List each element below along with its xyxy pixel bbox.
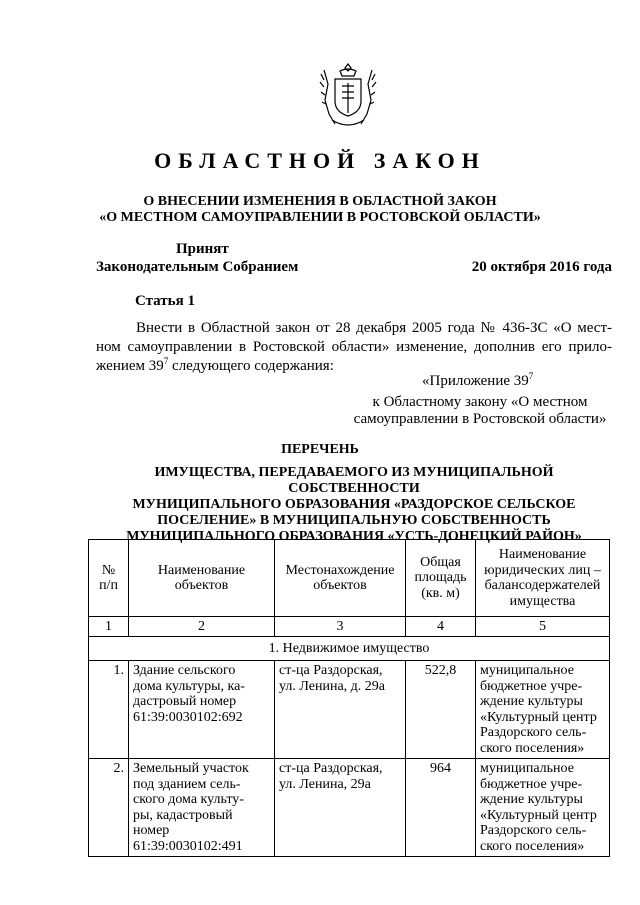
object-location: ст-ца Раздорская, ул. Ленина, 29а <box>275 759 406 857</box>
column-number: 3 <box>275 617 406 637</box>
balance-holder: муниципальное бюджетное учре- ждение культуры «Культурный центр Раздорского сель- ского поселения» <box>476 661 610 759</box>
superscript: 7 <box>528 371 534 381</box>
adopted-label: Принят <box>176 241 229 257</box>
section-row <box>89 637 610 661</box>
appendix-title <box>422 373 533 390</box>
paragraph-line <box>96 357 612 376</box>
paragraph-line: ном самоуправлении в Ростовской области» изменение, дополнив его прило- <box>96 339 612 355</box>
adopted-by-label: Законодательным Собранием <box>96 259 299 275</box>
article-paragraph <box>96 319 612 376</box>
table-row <box>89 661 610 759</box>
column-number: 1 <box>89 617 129 637</box>
appendix-reference <box>345 394 615 428</box>
balance-holder: муниципальное бюджетное учре- ждение культуры «Культурный центр Раздорского сель- ского поселения» <box>476 759 610 857</box>
row-number: 1. <box>89 661 129 759</box>
object-location: ст-ца Раздорская, ул. Ленина, д. 29а <box>275 661 406 759</box>
paragraph-text: жением 39 <box>96 358 164 374</box>
object-area: 964 <box>406 759 476 857</box>
property-table <box>88 539 610 857</box>
subtitle-line: «О МЕСТНОМ САМОУПРАВЛЕНИИ В РОСТОВСКОЙ ОБЛАСТИ» <box>99 210 541 225</box>
paragraph-line: Внести в Областной закон от 28 декабря 2005 года № 436-ЗС «О мест- <box>136 320 612 336</box>
header-cell-location: Местонахождение объектов <box>275 540 406 617</box>
header-cell-area: Общая площадь (кв. м) <box>406 540 476 617</box>
object-name: Земельный участок под зданием сель- ского дома культу- ры, кадастровый номер 61:39:0030102:491 <box>129 759 275 857</box>
column-number: 5 <box>476 617 610 637</box>
appendix-title-text: «Приложение 39 <box>422 373 529 389</box>
row-number: 2. <box>89 759 129 857</box>
list-subheading <box>96 465 612 545</box>
object-name: Здание сельского дома культуры, ка- дастровый номер 61:39:0030102:692 <box>129 661 275 759</box>
adopted-date: 20 октября 2016 года <box>471 259 612 275</box>
column-number: 2 <box>129 617 275 637</box>
table-header-row <box>89 540 610 617</box>
article-title: Статья 1 <box>135 293 195 309</box>
list-subheading-line: МУНИЦИПАЛЬНОГО ОБРАЗОВАНИЯ «РАЗДОРСКОЕ СЕЛЬСКОЕ <box>132 497 576 512</box>
coat-of-arms-icon <box>318 62 378 132</box>
list-subheading-line: МУНИЦИПАЛЬНОГО ОБРАЗОВАНИЯ «УСТЬ-ДОНЕЦКИЙ РАЙОН» <box>126 529 582 544</box>
list-subheading-line: ИМУЩЕСТВА, ПЕРЕДАВАЕМОГО ИЗ МУНИЦИПАЛЬНОЙ СОБСТВЕННОСТИ <box>154 465 554 496</box>
law-title: ОБЛАСТНОЙ ЗАКОН <box>154 148 486 173</box>
section-title: 1. Недвижимое имущество <box>89 637 610 661</box>
header-cell-name: Наименование объектов <box>129 540 275 617</box>
list-subheading-line: ПОСЕЛЕНИЕ» В МУНИЦИПАЛЬНУЮ СОБСТВЕННОСТЬ <box>157 513 551 528</box>
header-cell-number: № п/п <box>89 540 129 617</box>
subtitle-line: О ВНЕСЕНИИ ИЗМЕНЕНИЯ В ОБЛАСТНОЙ ЗАКОН <box>143 194 497 209</box>
table-row <box>89 759 610 857</box>
appendix-line: к Областному закону «О местном <box>372 394 588 410</box>
appendix-line: самоуправлении в Ростовской области» <box>353 411 607 427</box>
superscript: 7 <box>163 356 169 366</box>
column-number: 4 <box>406 617 476 637</box>
list-heading: ПЕРЕЧЕНЬ <box>281 442 359 457</box>
object-area: 522,8 <box>406 661 476 759</box>
header-cell-holder: Наименование юридических лиц – балансодержателей имущества <box>476 540 610 617</box>
column-number-row <box>89 617 610 637</box>
law-subtitle <box>0 194 640 226</box>
paragraph-text: следующего содержания: <box>168 358 334 374</box>
